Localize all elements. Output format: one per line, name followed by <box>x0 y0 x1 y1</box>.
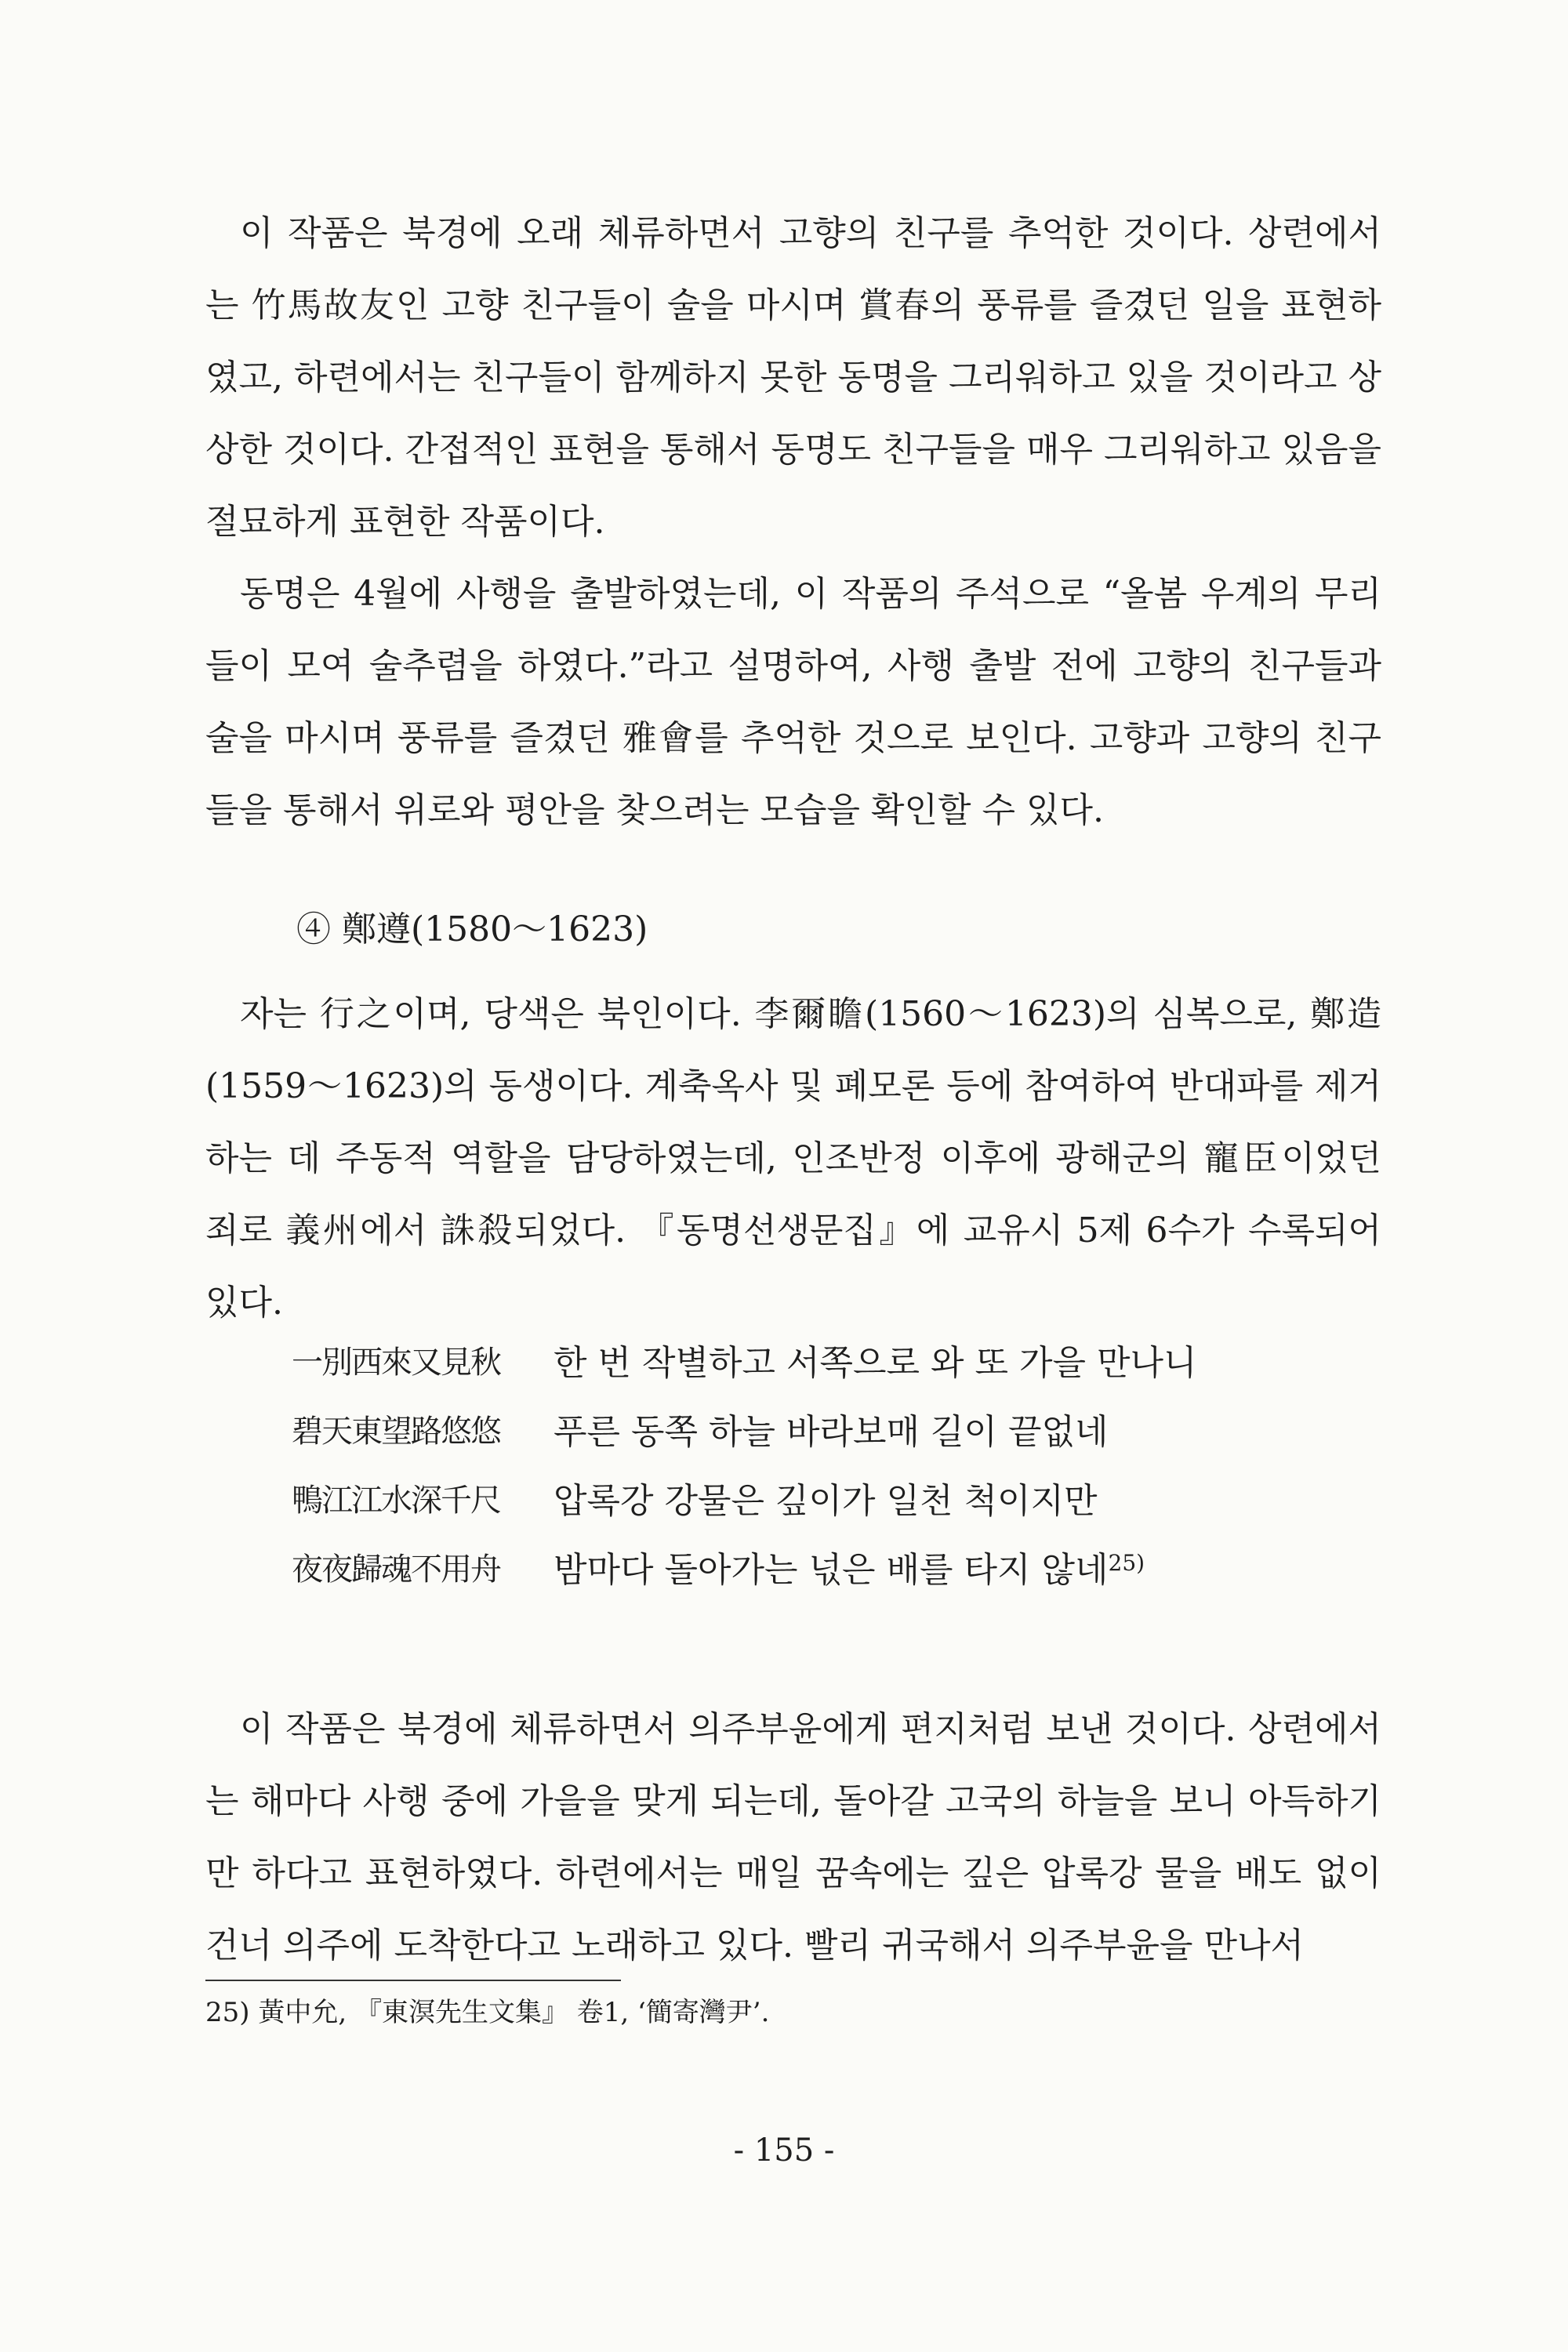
paragraph-biography: 자는 行之이며, 당색은 북인이다. 李爾瞻(1560～1623)의 심복으로, 鄭造(1559～1623)의 동생이다. 계축옥사 및 폐모론 등에 참여하여 반대파를 제거하는 데 주동적 역할을 담당하였는데, 인조반정 이후에 광해군의 寵臣이었던 죄로 義州에서 誅殺되었다. 『동명선생문집』에 교유시 5제 6수가 수록되어 있다. <box>205 994 1381 1323</box>
footnote-reference: 25) <box>1108 1550 1145 1576</box>
poem-chinese-text: 碧天東望路悠悠 <box>292 1413 500 1450</box>
paragraph-commentary-1: 이 작품은 북경에 오래 체류하면서 고향의 친구를 추억한 것이다. 상련에서는 竹馬故友인 고향 친구들이 술을 마시며 賞春의 풍류를 즐겼던 일을 표현하였고, 하련에서는 친구들이 함께하지 못한 동명을 그리워하고 있을 것이라고 상상한 것이다. 간접적인 표현을 통해서 동명도 친구들을 매우 그리워하고 있음을 절묘하게 표현한 작품이다. <box>205 213 1381 542</box>
poem-chinese-text: 一別西來又見秋 <box>292 1344 500 1381</box>
poem-chinese-text: 夜夜歸魂不用舟 <box>292 1551 500 1588</box>
footnote: 25) 黃中允, 『東溟先生文集』 卷1, ‘簡寄灣尹’. <box>205 1997 770 2028</box>
poem-korean-text: 압록강 강물은 깊이가 일천 척이지만 <box>554 1481 1098 1521</box>
poem-block <box>292 1325 1196 1601</box>
poem-line <box>292 1394 1196 1463</box>
poem-korean-text: 한 번 작별하고 서쪽으로 와 또 가을 만나니 <box>554 1343 1197 1383</box>
poem-line <box>292 1532 1196 1601</box>
poem-line <box>292 1463 1196 1532</box>
poem-korean-text: 푸른 동쪽 하늘 바라보매 길이 끝없네 <box>554 1412 1109 1452</box>
poem-chinese-text: 鴨江江水深千尺 <box>292 1482 500 1519</box>
page-number: - 155 - <box>733 2132 835 2169</box>
poem-korean-line: 밤마다 돌아가는 넋은 배를 타지 않네 <box>554 1550 1109 1590</box>
section-heading: ④ 鄭遵(1580～1623) <box>296 909 648 949</box>
poem-korean-text <box>554 1541 1145 1592</box>
paragraph-commentary-3: 이 작품은 북경에 체류하면서 의주부윤에게 편지처럼 보낸 것이다. 상련에서는 해마다 사행 중에 가을을 맞게 되는데, 돌아갈 고국의 하늘을 보니 아득하기만 하다고 표현하였다. 하련에서는 매일 꿈속에는 깊은 압록강 물을 배도 없이 건너 의주에 도착한다고 노래하고 있다. 빨리 귀국해서 의주부윤을 만나서 <box>205 1709 1381 1965</box>
footnote-divider <box>205 1980 621 1981</box>
poem-line <box>292 1325 1196 1394</box>
paragraph-commentary-2: 동명은 4월에 사행을 출발하였는데, 이 작품의 주석으로 “올봄 우계의 무리들이 모여 술추렴을 하였다.”라고 설명하여, 사행 출발 전에 고향의 친구들과 술을 마시며 풍류를 즐겼던 雅會를 추억한 것으로 보인다. 고향과 고향의 친구들을 통해서 위로와 평안을 찾으려는 모습을 확인할 수 있다. <box>205 574 1381 830</box>
